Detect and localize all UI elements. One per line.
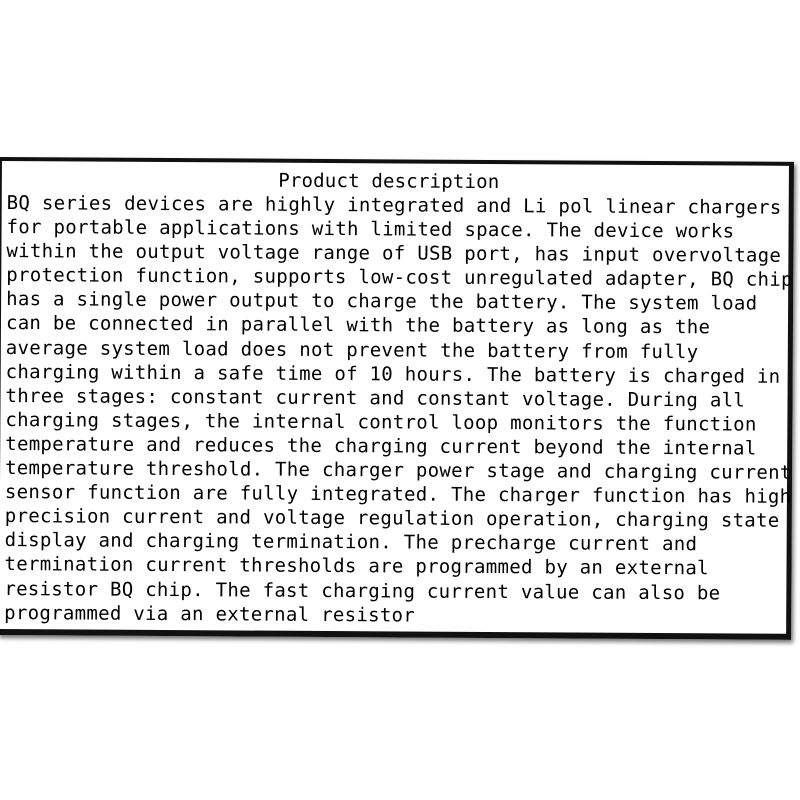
description-content xyxy=(0,161,793,634)
description-line: protection function, supports low-cost unregulated adapter, BQ chip xyxy=(6,264,793,292)
description-line: average system load does not prevent the battery from fully xyxy=(5,336,699,363)
description-line: BQ series devices are highly integrated and Li pol linear chargers xyxy=(6,192,782,219)
description-line: charging stages, the internal control loop monitors the function xyxy=(5,408,757,436)
description-line: sensor function are fully integrated. The charger function has high xyxy=(4,481,792,508)
description-line: temperature and reduces the charging current beyond the internal xyxy=(5,432,757,460)
description-line: has a single power output to charge the battery. The system load xyxy=(6,288,758,316)
description-line: termination current thresholds are programmed by an external xyxy=(4,553,709,580)
description-line: display and charging termination. The precharge current and xyxy=(4,529,698,556)
description-line: for portable applications with limited space. The device works xyxy=(6,216,735,243)
description-line: three stages: constant current and constant voltage. During all xyxy=(5,384,746,412)
description-line: programmed via an external resistor xyxy=(4,601,416,627)
description-line: can be connected in parallel with the battery as long as the xyxy=(5,312,711,339)
description-line: resistor BQ chip. The fast charging current value can also be xyxy=(4,577,721,604)
description-box xyxy=(0,157,794,640)
description-line: charging within a safe time of 10 hours. The battery is charged in xyxy=(5,360,781,388)
description-line: temperature threshold. The charger power stage and charging current xyxy=(5,457,792,484)
description-line: precision current and voltage regulation operation, charging state xyxy=(4,505,780,532)
description-title: Product description xyxy=(278,169,500,194)
description-body xyxy=(4,191,793,629)
description-line: within the output voltage range of USB port, has input overvoltage xyxy=(6,240,782,267)
